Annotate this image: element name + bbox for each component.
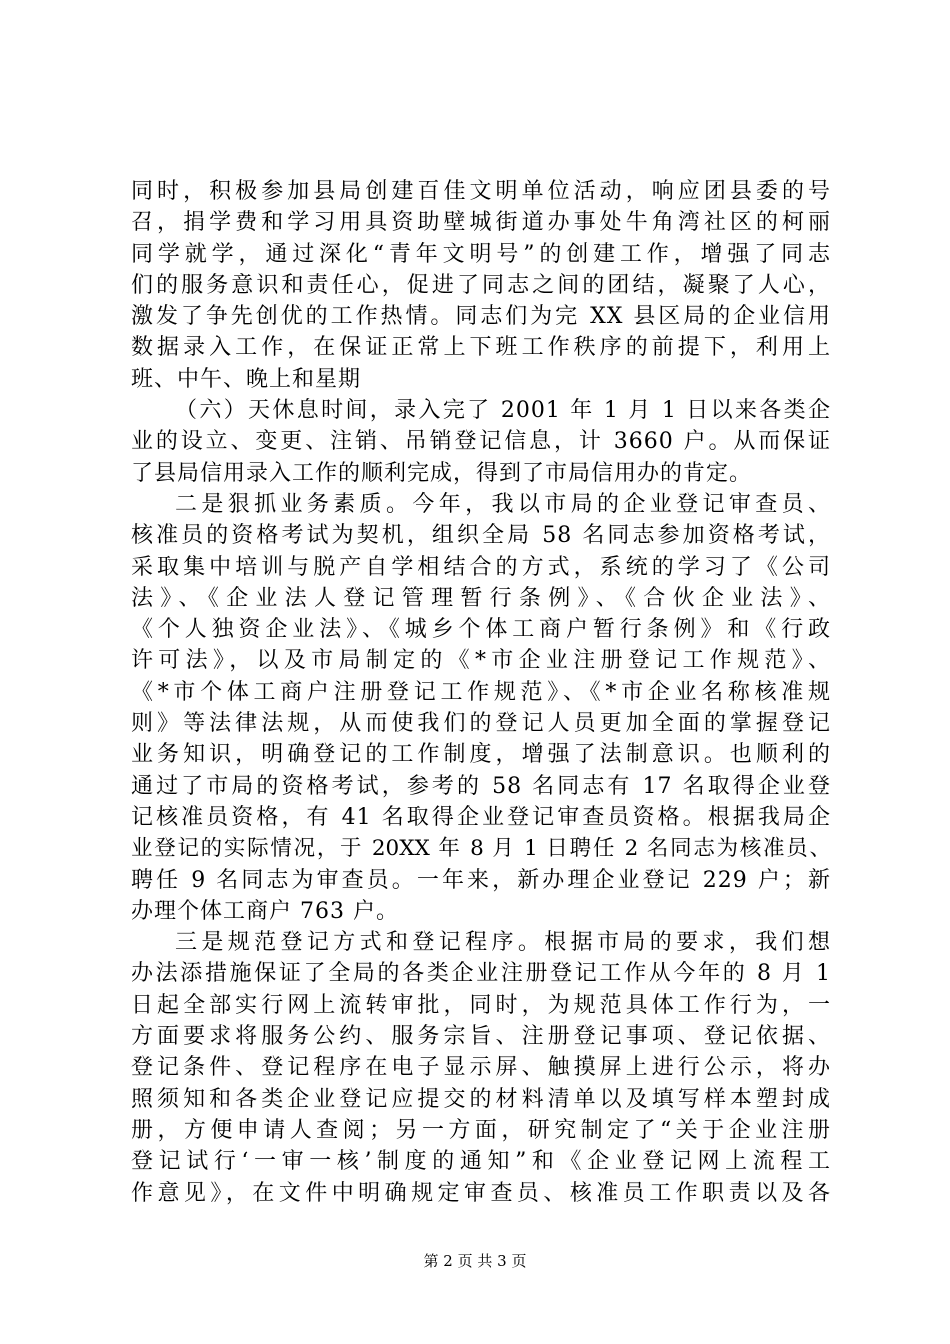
text-line: 则》等法律法规，从而使我们的登记人员更加全面的掌握登记 [131, 711, 831, 737]
text-line: 业的设立、变更、注销、吊销登记信息，计 3660 户。从而保证 [131, 429, 831, 455]
text-line: 召，捐学费和学习用具资助壁城街道办事处牛角湾社区的柯丽 [131, 210, 831, 236]
text-line: 聘任 9 名同志为审查员。一年来，新办理企业登记 229 户；新 [131, 867, 831, 893]
text-line: 作意见》，在文件中明确规定审查员、核准员工作职责以及各 [131, 1180, 831, 1206]
text-line: 办法添措施保证了全局的各类企业注册登记工作从今年的 8 月 1 [131, 961, 831, 987]
text-line: 班、中午、晚上和星期 [131, 366, 362, 392]
text-line: 方面要求将服务公约、服务宗旨、注册登记事项、登记依据、 [131, 1024, 831, 1050]
text-line: 同时，积极参加县局创建百佳文明单位活动，响应团县委的号 [131, 179, 831, 204]
text-line: 许可法》，以及市局制定的《*市企业注册登记工作规范》、 [131, 648, 831, 674]
text-line: 采取集中培训与脱产自学相结合的方式，系统的学习了《公司 [131, 554, 831, 580]
text-line: 三是规范登记方式和登记程序。根据市局的要求，我们想 [175, 930, 831, 956]
text-line: 了县局信用录入工作的顺利完成，得到了市局信用办的肯定。 [131, 460, 753, 486]
text-line: 《*市个体工商户注册登记工作规范》、《*市企业名称核准规 [131, 679, 831, 705]
text-line: 二是狠抓业务素质。今年，我以市局的企业登记审查员、 [175, 491, 831, 517]
text-line: 登记条件、登记程序在电子显示屏、触摸屏上进行公示，将办 [131, 1055, 831, 1081]
text-line: 《个人独资企业法》、《城乡个体工商户暂行条例》和《行政 [131, 617, 831, 643]
text-line: 们的服务意识和责任心，促进了同志之间的团结，凝聚了人心， [131, 272, 831, 298]
text-line: 法》、《企业法人登记管理暂行条例》、《合伙企业法》、 [131, 585, 831, 611]
text-line: 激发了争先创优的工作热情。同志们为完 XX 县区局的企业信用 [131, 304, 831, 330]
text-line: 同学就学，通过深化“青年文明号”的创建工作，增强了同志 [131, 241, 831, 267]
text-line: 核准员的资格考试为契机，组织全局 58 名同志参加资格考试， [131, 523, 831, 549]
page-number-footer: 第 2 页 共 3 页 [423, 1252, 527, 1270]
text-line: 业登记的实际情况，于 20XX 年 8 月 1 日聘任 2 名同志为核准员、 [131, 836, 831, 862]
text-line: （六）天休息时间，录入完了 2001 年 1 月 1 日以来各类企 [175, 398, 831, 424]
text-line: 照须知和各类企业登记应提交的材料清单以及填写样本塑封成 [131, 1086, 831, 1112]
text-line: 日起全部实行网上流转审批，同时，为规范具体工作行为，一 [131, 992, 831, 1018]
text-line: 记核准员资格，有 41 名取得企业登记审查员资格。根据我局企 [131, 804, 831, 830]
text-line: 业务知识，明确登记的工作制度，增强了法制意识。也顺利的 [131, 742, 831, 768]
text-line: 办理个体工商户 763 户。 [131, 898, 399, 924]
text-line: 册，方便申请人查阅；另一方面，研究制定了“关于企业注册 [131, 1117, 831, 1143]
text-line: 登记试行‘一审一核’制度的通知”和《企业登记网上流程工 [131, 1149, 831, 1175]
text-line: 通过了市局的资格考试，参考的 58 名同志有 17 名取得企业登 [131, 773, 831, 799]
text-line: 数据录入工作，在保证正常上下班工作秩序的前提下，利用上 [131, 335, 831, 361]
document-body [131, 176, 831, 1209]
